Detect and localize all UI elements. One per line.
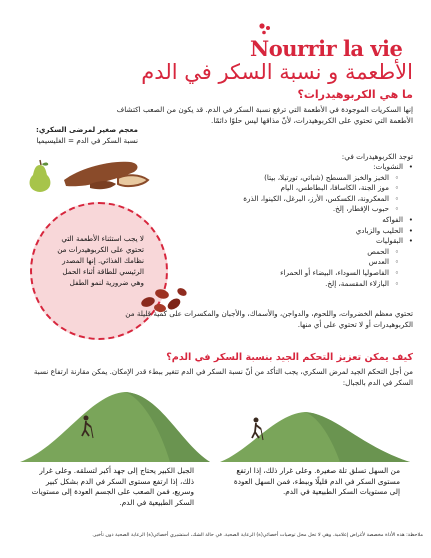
list-item: • النشويات: — [163, 162, 413, 173]
small-hill-icon — [220, 410, 410, 464]
brand-logo-icon — [258, 22, 272, 36]
carbs-heading: ما هي الكربوهيدرات؟ — [297, 88, 413, 101]
info-bubble-text: لا يجب استثناء الأطعمة التي تحتوي على الكربوهيدرات من نظامك الغذائي. إنها المصدر الرئيسي للطاقة أثناء الحمل وهي ضرورية لنمو الطفل — [57, 234, 144, 287]
control-heading: كيف يمكن تعزيز التحكم الجيد بنسبة السكر في الدم؟ — [166, 352, 413, 363]
big-mountain-caption: الجبل الكبير يحتاج إلى جهد أكبر لتسلقه. وعلى غرار ذلك، إذا ارتفع مستوى السكر في الدم بشكل كبير وسريع، فمن الصعب على الجسم العودة إلى مستويات السكر الطبيعية في الدم. — [31, 466, 194, 507]
list-item: • الفواكه — [163, 215, 413, 226]
list-item: • البقوليات — [163, 236, 413, 247]
sub-list-item: ◦ البازلاء المقسمة، إلخ. — [163, 279, 413, 290]
sub-list-item: ◦ المعكرونة، الكسكس، الأرز، البرغل، الكينوا، الذرة — [163, 194, 413, 205]
carbs-intro: إنها السكريات الموجودة في الأطعمة التي ترفع نسبة السكر في الدم. قد يكون من الصعب اكتشاف الأطعمة التي تحتوي على الكربوهيدرات، لأنّ مذاقها ليس حلوًا دائمًا. — [116, 105, 413, 125]
disclaimer: ملاحظة: هذه الأداة مخصصة لأغراض إعلامية. وهي لا تحل محل توصيات أخصائي(ة) الرعاية الصحية. في حالة الشك، استشيري أخصائي(ة) الرعاية الصحية دون تأخير. — [92, 532, 423, 538]
glossary-entry: نسبة السكر في الدم = الغليسيميا — [36, 136, 138, 145]
carb-sources-list — [163, 162, 413, 289]
sub-list-item: ◦ الخبز والخبز المسطح (شباتي، تورتيلا، بيتا) — [163, 173, 413, 184]
low-carb-foods-note: تحتوي معظم الخضروات، واللحوم، والدواجن، والأسماك، والأجبان والمكسرات على كمية قليلة من الكربوهيدرات أو لا تحتوي على أي منها. — [125, 309, 413, 329]
sub-list-item: ◦ موز الجنة، الكاسافا، البطاطس، اليام — [163, 183, 413, 194]
sources-title: توجد الكربوهيدرات في: — [341, 152, 413, 161]
sub-list-item: ◦ الحمص — [163, 247, 413, 258]
brand-title: Nourrir la vie — [250, 36, 403, 61]
pear-icon — [24, 158, 56, 194]
page-title: الأطعمة و نسبة السكر في الدم — [141, 60, 413, 84]
control-text: من أجل التحكم الجيد لمرض السكري، يجب التأكد من أنّ نسبة السكر في الدم تتغير ببطء قدر الإمكان. يمكن مقارنة ارتفاع نسبة السكر في الدم بالجبال: — [33, 367, 413, 387]
sub-list-item: ◦ حبوب الإفطار، إلخ. — [163, 204, 413, 215]
cassava-icon — [60, 150, 152, 194]
glossary-box — [22, 124, 138, 146]
list-item: • الحليب والزبادي — [163, 226, 413, 237]
sub-list-item: ◦ العدس — [163, 257, 413, 268]
glossary-heading: معجم صغير لمرضى السكري: — [35, 125, 138, 134]
small-hill-caption: من السهل تسلق تلة صغيرة. وعلى غرار ذلك، إذا ارتفع مستوى السكر في الدم قليلًا وببطء، فمن السهل العودة إلى مستويات السكر الطبيعية في الدم. — [233, 466, 400, 496]
sub-list-item: ◦ الفاصوليا السوداء، البيضاء أو الحمراء — [163, 268, 413, 279]
big-mountain-icon — [20, 388, 210, 464]
